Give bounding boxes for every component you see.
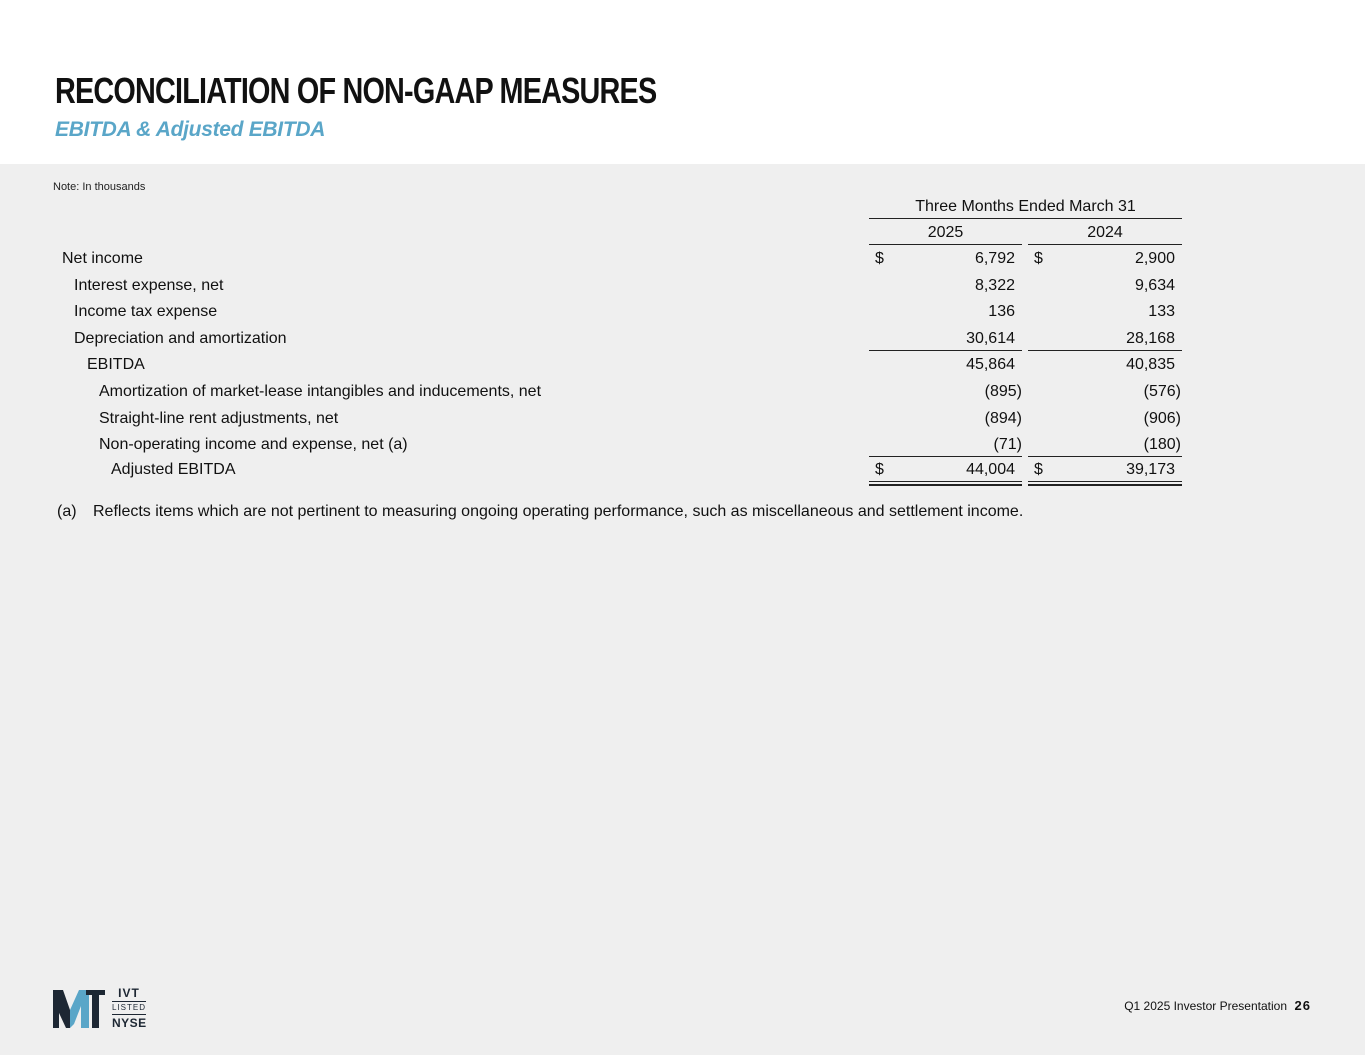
value-2024: 133: [1148, 303, 1175, 320]
row-label: Straight-line rent adjustments, net: [99, 410, 339, 427]
table-row-depreciation: [0, 326, 1365, 352]
table-row-straight-line-rent: [0, 406, 1365, 432]
currency-symbol: $: [875, 461, 884, 478]
column-header-2024: 2024: [1028, 223, 1182, 245]
header-band: [0, 0, 1365, 164]
currency-symbol: $: [875, 250, 884, 267]
table-row-ebitda: [0, 352, 1365, 378]
value-2024: (576): [1143, 383, 1181, 400]
value-2025: (71): [993, 436, 1022, 453]
page-subtitle: EBITDA & Adjusted EBITDA: [55, 118, 326, 141]
exchange-listing: [112, 986, 146, 1030]
listed-label: LISTED: [112, 1001, 146, 1015]
row-label: Income tax expense: [74, 303, 218, 320]
value-2025: 30,614: [966, 330, 1015, 347]
value-2025: (894): [984, 410, 1022, 427]
value-2025: 136: [988, 303, 1015, 320]
row-label: Interest expense, net: [74, 277, 224, 294]
footnote: [57, 503, 1023, 521]
total-double-rule: [1028, 481, 1182, 486]
row-label: Amortization of market-lease intangibles and inducements, net: [99, 383, 542, 400]
value-2024: (906): [1143, 410, 1181, 427]
ticker-symbol: IVT: [118, 986, 140, 1000]
row-label: EBITDA: [87, 356, 145, 373]
period-header: Three Months Ended March 31: [869, 197, 1182, 219]
row-label: Net income: [62, 250, 143, 267]
subtotal-rule: [1028, 350, 1182, 351]
footnote-text: Reflects items which are not pertinent to measuring ongoing operating performance, such as miscellaneous and settlement income.: [93, 503, 1024, 520]
value-2024: 2,900: [1134, 250, 1175, 267]
table-row-adjusted-ebitda: [0, 457, 1365, 483]
value-2024: (180): [1143, 436, 1181, 453]
value-2024: 39,173: [1126, 461, 1175, 478]
value-2024: 40,835: [1126, 356, 1175, 373]
row-label: Depreciation and amortization: [74, 330, 287, 347]
value-2025: 8,322: [974, 277, 1015, 294]
table-row-non-operating: [0, 432, 1365, 458]
value-2024: 9,634: [1134, 277, 1175, 294]
page-title: RECONCILIATION OF NON-GAAP MEASURES: [55, 70, 657, 111]
exchange-name: NYSE: [112, 1016, 147, 1030]
value-2025: 45,864: [966, 356, 1015, 373]
subtotal-rule: [869, 350, 1022, 351]
table-row-interest-expense: [0, 273, 1365, 299]
total-double-rule: [869, 481, 1022, 486]
table-row-income-tax: [0, 299, 1365, 325]
value-2025: (895): [984, 383, 1022, 400]
units-note: Note: In thousands: [53, 181, 146, 193]
value-2025: 6,792: [974, 250, 1015, 267]
table-row-net-income: [0, 246, 1365, 272]
column-header-2025: 2025: [869, 223, 1022, 245]
row-label: Adjusted EBITDA: [111, 461, 236, 478]
value-2024: 28,168: [1126, 330, 1175, 347]
currency-symbol: $: [1034, 250, 1043, 267]
row-label: Non-operating income and expense, net (a): [99, 436, 408, 453]
value-2025: 44,004: [966, 461, 1015, 478]
presentation-label: Q1 2025 Investor Presentation: [1124, 999, 1287, 1013]
currency-symbol: $: [1034, 461, 1043, 478]
footnote-mark: (a): [57, 503, 77, 520]
page-number: 26: [1294, 998, 1311, 1013]
table-row-amortization-intangibles: [0, 379, 1365, 405]
